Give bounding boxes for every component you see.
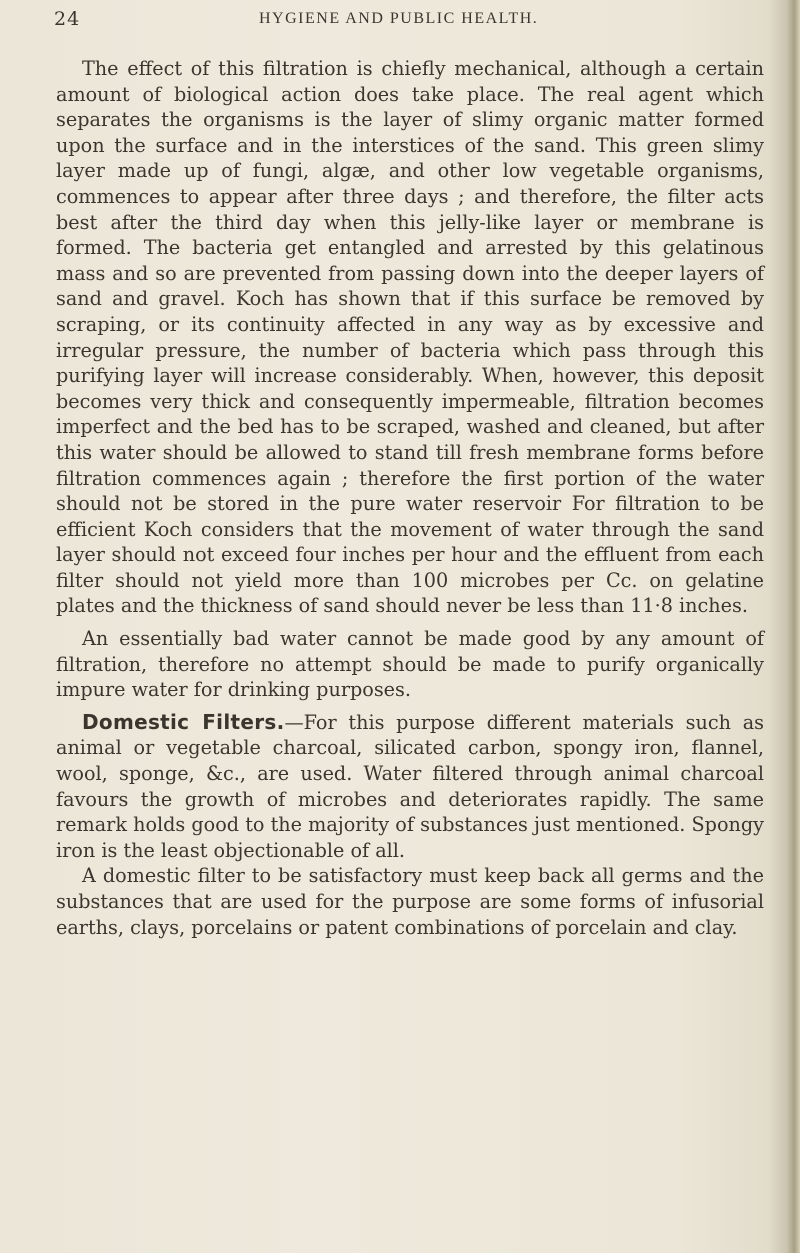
paragraph-filtration-effect: The effect of this filtration is chiefly mechanical, although a certain amount of biological action does take place. The real agent which separates the organisms is the layer of slimy organic matter formed upon the surface and in the interstices of the sand. This green slimy layer made up of fungi, algæ, and other low vegetable organisms, commences to appear after three days ; and therefore, the filter acts best after the third day when this jelly-like layer or membrane is formed. The bacteria get entangled and arrested by this gelatinous mass and so are prevented from passing down into the deeper layers of sand and gravel. Koch has shown that if this surface be removed by scraping, or its continuity affected in any way as by excessive and irregular pressure, the number of bacteria which pass through this purifying layer will increase considerably. When, however, this deposit becomes very thick and consequently impermeable, filtration becomes imperfect and the bed has to be scraped, washed and cleaned, but after this water should be allowed to stand till fresh membrane forms before filtration commences again ; therefore the first portion of the water should not be stored in the pure water reservoir For filtration to be efficient Koch considers that the movement of water through the sand layer should not exceed four inches per hour and the effluent from each filter should not yield more than 100 microbes per Cc. on gelatine plates and the thickness of sand should never be less than 11·8 inches.	[56, 57, 764, 618]
page-edge-shadow	[786, 0, 800, 1253]
page-number: 24	[54, 8, 81, 30]
body-text	[56, 56, 764, 940]
paragraph-bad-water: An essentially bad water cannot be made good by any amount of filtration, therefore no attempt should be made to purify organically impure water for drinking purposes.	[56, 627, 764, 702]
section-heading-domestic-filters: Domestic Filters.	[82, 709, 285, 734]
paragraph-domestic-filter-requirements: A domestic filter to be satisfactory must keep back all germs and the substances that are used for the purpose are some forms of infusorial earths, clays, porcelains or patent combinations of porcelain and clay.	[56, 864, 764, 939]
running-header	[54, 8, 774, 32]
domestic-filters-text: —For this purpose different materials such as animal or vegetable charcoal, silicated carbon, spongy iron, flannel, wool, sponge, &c., are used. Water filtered through animal charcoal favours the growth of microbes and deteriorates rapidly. The same remark holds good to the majority of substances just mentioned. Spongy iron is the least objectionable of all.	[56, 710, 764, 862]
running-title: HYGIENE AND PUBLIC HEALTH.	[259, 10, 539, 27]
paragraph-domestic-filters	[56, 710, 764, 864]
